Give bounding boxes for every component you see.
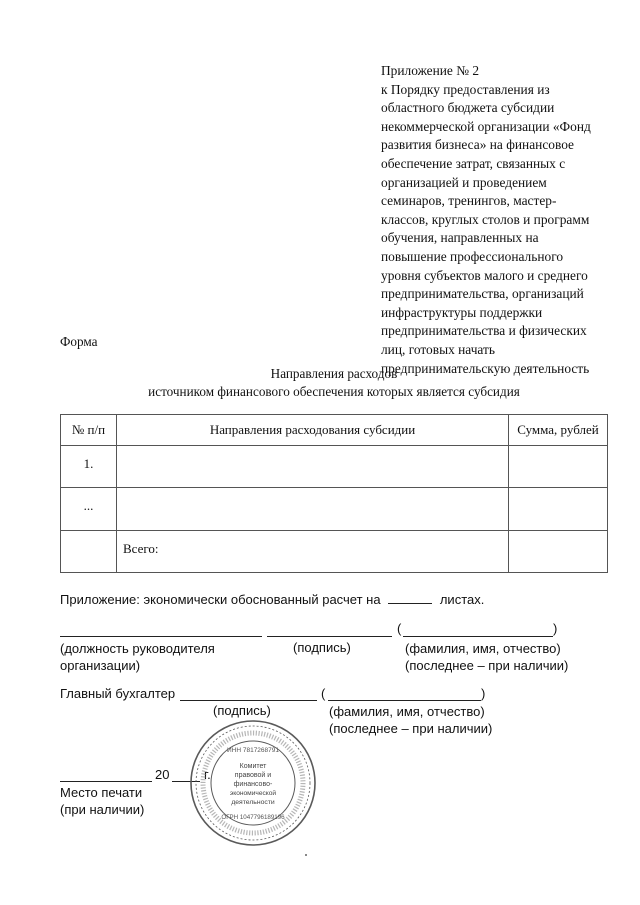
head-position-field[interactable] [60,636,262,637]
accountant-name-caption [329,703,492,737]
expenses-table [60,414,608,573]
row-number [61,531,117,573]
accountant-name-caption-line2: (последнее – при наличии) [329,721,493,736]
accountant-name-field[interactable] [328,700,481,701]
header-sum: Сумма, рублей [509,415,608,446]
appendix-line: предпринимательскую деятельность [381,360,590,376]
scan-dot [305,854,307,856]
appendix-line: семинаров, тренингов, мастер- [381,193,557,209]
row-total-label: Всего: [117,531,509,573]
head-signature-field[interactable] [267,636,392,637]
appendix-line: предпринимательства и физических [381,323,587,339]
appendix-line: к Порядку предоставления из [381,81,550,97]
year-suffix: г. [204,767,211,782]
stamp-place-line2: (при наличии) [60,802,145,817]
date-field[interactable] [60,781,152,782]
official-stamp [188,718,318,848]
title-line-1: Направления расходов [270,366,398,381]
attachment-suffix: листах. [439,592,485,607]
header-number: № п/п [61,415,117,446]
title-line-2: источником финансового обеспечения которых является субсидия [148,384,520,399]
stamp-line: финансово- [233,781,273,788]
head-position-caption-line2: организации) [60,658,141,673]
row-direction [117,446,509,488]
stamp-line: экономической [229,790,277,797]
appendix-line: лиц, готовых начать [381,341,495,357]
row-number: ... [61,488,117,531]
head-close-paren: ) [553,621,558,636]
stamp-ogrn: ОГРН 1047796189196 [221,814,285,821]
accountant-signature-field[interactable] [180,700,317,701]
appendix-line: Приложение № 2 [381,63,480,78]
row-direction [117,488,509,531]
appendix-line: некоммерческой организации «Фонд [381,118,591,134]
accountant-name-caption-line1: (фамилия, имя, отчество) [329,704,485,719]
accountant-signature-caption: (подпись) [213,703,271,718]
table-header-row [61,415,608,446]
appendix-block [381,62,621,378]
accountant-open-paren: ( [321,686,326,701]
appendix-line: инфраструктуры поддержки [381,304,543,320]
row-sum [509,531,608,573]
head-name-caption-line2: (последнее – при наличии) [405,658,569,673]
header-direction: Направления расходования субсидии [117,415,509,446]
stamp-line: Комитет [239,763,267,770]
head-position-caption [60,640,215,674]
stamp-line: правовой и [234,772,272,779]
head-signature-caption: (подпись) [293,640,351,655]
head-name-caption [405,640,568,674]
document-title [60,366,608,400]
appendix-line: организацией и проведением [381,174,547,190]
stamp-inn: ИНН 7817268791 [226,747,280,754]
row-sum [509,488,608,531]
row-sum [509,446,608,488]
head-open-paren: ( [397,621,402,636]
attachment-prefix: Приложение: экономически обоснованный расчет на [60,592,381,607]
sheets-count-field[interactable] [388,603,432,604]
stamp-place-line1: Место печати [60,785,143,800]
row-number: 1. [61,446,117,488]
appendix-line: классов, круглых столов и программ [381,211,590,227]
table-row [61,531,608,573]
table-row [61,446,608,488]
accountant-title: Главный бухгалтер [60,686,176,701]
appendix-line: уровня субъектов малого и среднего [381,267,588,283]
appendix-line: развития бизнеса» на финансовое [381,137,574,153]
stamp-line: деятельности [231,799,275,806]
appendix-line: обеспечение затрат, связанных с [381,155,566,171]
head-position-caption-line1: (должность руководителя [60,641,215,656]
appendix-line: предпринимательства, организаций [381,286,584,302]
head-name-caption-line1: (фамилия, имя, отчество) [405,641,561,656]
stamp-place-caption [60,784,144,818]
attachment-line [60,592,484,607]
form-label: Форма [60,334,98,349]
accountant-close-paren: ) [481,686,486,701]
appendix-line: областного бюджета субсидии [381,100,555,116]
table-row [61,488,608,531]
year-prefix: 20 [155,767,170,782]
appendix-line: обучения, направленных на [381,230,539,246]
head-name-field[interactable] [403,636,553,637]
appendix-line: повышение профессионального [381,248,564,264]
